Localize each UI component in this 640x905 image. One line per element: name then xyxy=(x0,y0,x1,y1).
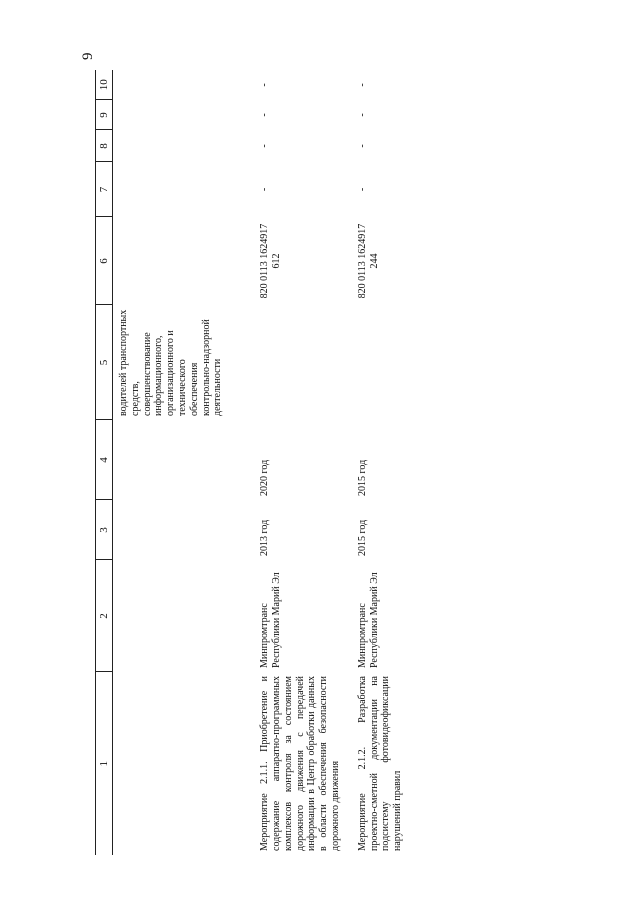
page-number: 9 xyxy=(80,52,96,60)
code-line-2: 612 xyxy=(270,253,282,269)
result-cell xyxy=(254,305,352,420)
start-cell: 2013 год xyxy=(259,519,271,556)
value-cell-9: - xyxy=(259,113,271,117)
value-cell-7: - xyxy=(356,187,368,192)
table-row xyxy=(352,70,414,855)
activity-cell: Мероприятие 2.1.1. Приобретение и содержание аппаратно-программных комплексов контроля за состоянием дорожного движения с передачей информации в Центр обработки данных в области обеспечения безопасности дорожного движения xyxy=(259,676,341,851)
start-cell: 2015 год xyxy=(356,519,368,556)
code-line-1: 820 0113 1624917 xyxy=(259,223,271,299)
continuation-text: водителей транспортных средств, совершенствование информационного, организационного и технического обеспечения контрольно-надзорной деятельности xyxy=(118,309,224,416)
header-col-6: 6 xyxy=(96,217,113,305)
value-cell-8: - xyxy=(356,144,368,148)
code-line-1: 820 0113 1624917 xyxy=(356,223,368,299)
executor-cell: Минпромтранс Республики Марий Эл xyxy=(259,572,282,668)
end-cell: 2020 год xyxy=(259,459,271,496)
value-cell-7: - xyxy=(259,187,271,192)
result-cell xyxy=(352,305,414,420)
header-col-9: 9 xyxy=(96,100,113,130)
header-col-4: 4 xyxy=(96,420,113,500)
code-cell xyxy=(254,217,352,305)
value-cell-10: - xyxy=(259,83,271,87)
header-col-3: 3 xyxy=(96,500,113,560)
code-cell xyxy=(352,217,414,305)
value-cell-9: - xyxy=(356,113,368,117)
header-row xyxy=(96,70,113,855)
end-cell: 2015 год xyxy=(356,459,368,496)
program-table xyxy=(95,70,414,855)
header-col-8: 8 xyxy=(96,130,113,162)
header-col-1: 1 xyxy=(96,672,113,855)
header-col-10: 10 xyxy=(96,70,113,100)
table-row xyxy=(254,70,352,855)
activity-cell: Мероприятие 2.1.2. Разработка проектно-сметной документации на подсистему фотовидеофиксации нарушений правил xyxy=(356,676,404,851)
executor-cell: Минпромтранс Республики Марий Эл xyxy=(356,572,380,668)
table-row-continuation xyxy=(113,70,255,855)
code-line-2: 244 xyxy=(368,253,380,269)
rotated-table-sheet xyxy=(95,70,535,855)
value-cell-8: - xyxy=(259,144,271,148)
header-col-7: 7 xyxy=(96,162,113,217)
value-cell-10: - xyxy=(356,83,368,87)
header-col-2: 2 xyxy=(96,560,113,672)
header-col-5: 5 xyxy=(96,305,113,420)
